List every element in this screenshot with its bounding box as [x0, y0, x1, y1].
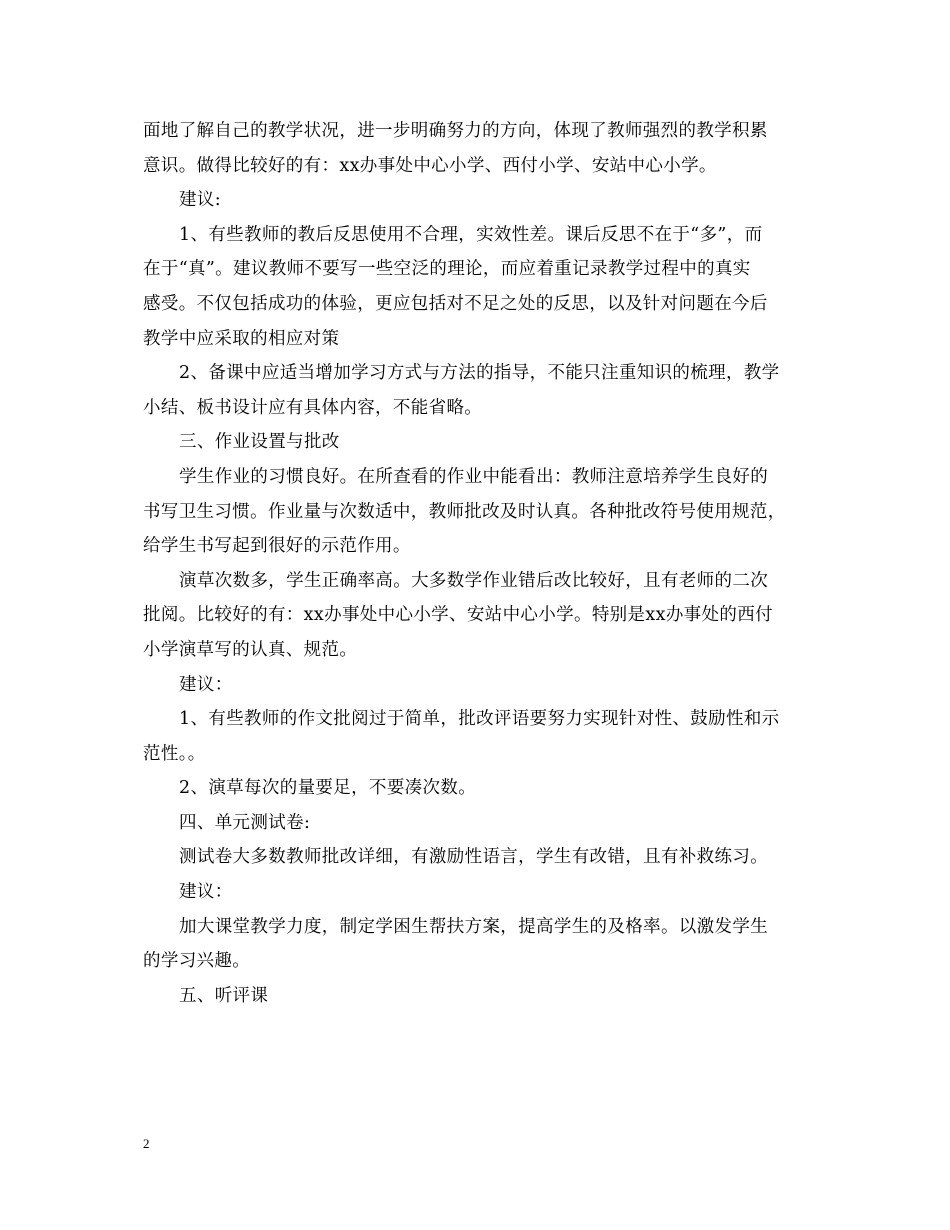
text-line: 感受。不仅包括成功的体验，更应包括对不足之处的反思，以及针对问题在今后 [143, 293, 768, 314]
document-body [143, 114, 808, 1013]
text-line: 2、演草每次的量要足，不要凑次数。 [179, 778, 477, 799]
text-line: 小学演草写的认真、规范。 [143, 639, 358, 660]
text-line: 给学生书写起到很好的示范作用。 [143, 536, 411, 557]
page-number: 2 [143, 1136, 150, 1151]
text-line: 批阅。比较好的有：xx办事处中心小学、安站中心小学。特别是xx办事处的西付 [143, 605, 773, 626]
text-line: 学生作业的习惯良好。在所查看的作业中能看出：教师注意培养学生良好的 [179, 466, 769, 487]
text-line: 书写卫生习惯。作业量与次数适中，教师批改及时认真。各种批改符号使用规范， [143, 501, 786, 522]
text-line: 1、有些教师的作文批阅过于简单，批改评语要努力实现针对性、鼓励性和示 [179, 709, 780, 730]
text-line: 测试卷大多数教师批改详细，有激励性语言，学生有改错，且有补救练习。 [179, 847, 769, 868]
text-line: 小结、板书设计应有具体内容，不能省略。 [143, 397, 483, 418]
text-line: 在于“真”。建议教师不要写一些空泛的理论，而应着重记录教学过程中的真实 [143, 259, 751, 280]
section-heading: 五、听评课 [179, 985, 269, 1006]
text-line: 演草次数多，学生正确率高。大多数学作业错后改比较好，且有老师的二次 [179, 570, 769, 591]
text-line: 面地了解自己的教学状况，进一步明确努力的方向，体现了教师强烈的教学积累 [143, 121, 768, 141]
section-heading: 三、作业设置与批改 [179, 432, 340, 453]
text-line: 范性。。 [143, 743, 206, 764]
text-line: 建议： [179, 882, 233, 903]
text-line: 1、有些教师的教后反思使用不合理，实效性差。课后反思不在于“多”，而 [179, 224, 763, 245]
text-line: 意识。做得比较好的有：xx办事处中心小学、西付小学、安站中心小学。 [143, 155, 717, 176]
text-line: 加大课堂教学力度，制定学困生帮扶方案，提高学生的及格率。以激发学生 [179, 916, 769, 937]
text-line: 建议： [179, 674, 233, 695]
text-line: 的学习兴趣。 [143, 951, 251, 972]
section-heading: 四、单元测试卷: [179, 812, 311, 833]
text-line: 2、备课中应适当增加学习方式与方法的指导，不能只注重知识的梳理，教学 [179, 363, 780, 384]
text-line: 建议: [179, 190, 221, 211]
text-line: 教学中应采取的相应对策 [143, 328, 340, 349]
